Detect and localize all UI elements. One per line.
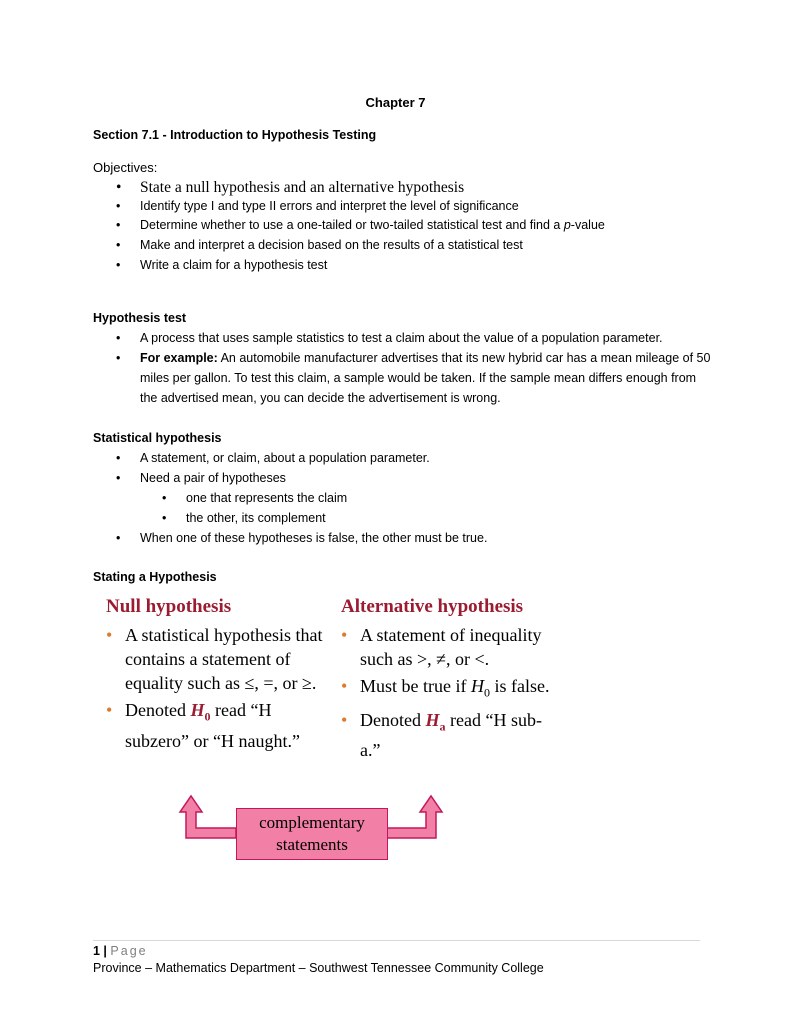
chapter-title: Chapter 7 [365,95,426,110]
h0-inline-symbol: $H_0$ [470,676,490,700]
list-item: • Denoted $H_0$ read “H subzero” or “H naught.” [106,698,331,753]
list-item: • A statistical hypothesis that contains a statement of equality such as ≤, =, or ≥. [106,623,331,695]
ha-symbol: $H_a$ [425,709,446,734]
footer-divider [93,940,700,941]
list-item: • Identify type I and type II errors and interpret the level of significance [116,198,716,215]
list-item: • one that represents the claim [162,488,662,508]
alternative-hypothesis-heading: Alternative hypothesis [341,596,524,617]
list-item: • Need a pair of hypotheses [116,468,716,488]
section-title: Section 7.1 - Introduction to Hypothesis Testing [93,128,377,142]
null-hypothesis-heading: Null hypothesis [106,596,232,617]
list-item: • Must be true if $H_0$ is false. [341,674,556,705]
objectives-label: Objectives: [93,160,158,175]
list-item: • Make and interpret a decision based on the results of a statistical test [116,235,716,255]
list-item: • A statement, or claim, about a population parameter. [116,448,716,468]
complementary-statements-box: complementary statements [236,808,388,860]
page-number: 1 | Page [93,944,148,958]
list-item: • Determine whether to use a one-tailed or two-tailed statistical test and find a p-value [116,215,716,235]
list-item: • Denoted $H_a$ read “H sub-a.” [341,708,556,763]
h0-symbol: $H_0$ [190,700,211,724]
footer-text: Province – Mathematics Department – Southwest Tennessee Community College [93,961,544,975]
statistical-hypothesis-heading: Statistical hypothesis [93,431,222,445]
list-item: • Write a claim for a hypothesis test [116,255,716,275]
stating-hypothesis-heading: Stating a Hypothesis [93,570,217,584]
list-item: • For example: An automobile manufacturer advertises that its new hybrid car has a mean mileage of 50 miles per gallon. To test this claim, a sample would be taken. If the sample mean differs enough from the advertised mean, you can decide the advertisement is wrong. [116,348,716,408]
list-item: • A statement of inequality such as >, ≠, or <. [341,623,556,671]
list-item: • State a null hypothesis and an alternative hypothesis [116,178,716,198]
list-item: • the other, its complement [162,508,662,528]
hypothesis-test-heading: Hypothesis test [93,311,187,325]
list-item: • A process that uses sample statistics to test a claim about the value of a population parameter. [116,328,716,348]
list-item: • When one of these hypotheses is false, the other must be true. [116,528,716,548]
